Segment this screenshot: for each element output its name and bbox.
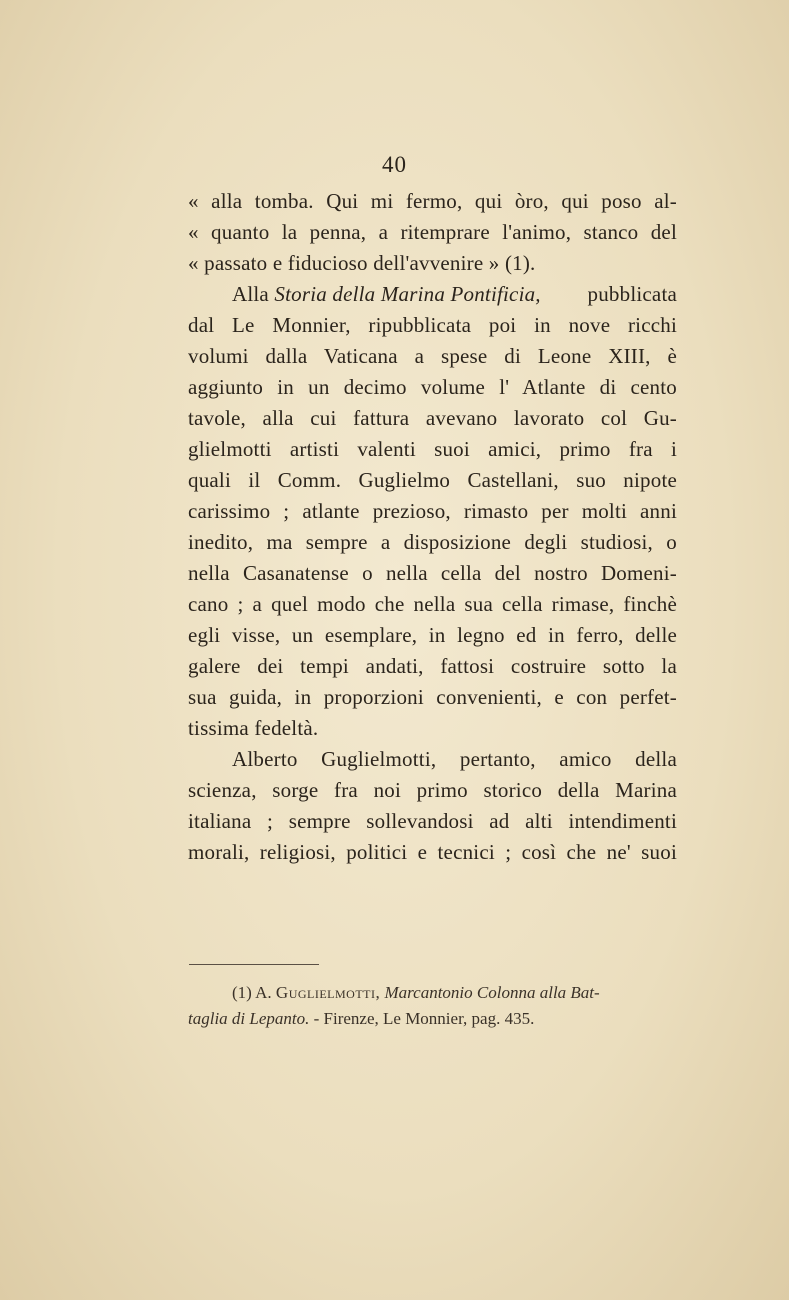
text-line-5: dal Le Monnier, ripubblicata poi in nove ricchi [188, 313, 677, 337]
footnote-divider [189, 964, 319, 965]
text-line-16: galere dei tempi andati, fattosi costruire sotto la [188, 654, 677, 678]
body-text [188, 186, 677, 868]
footnote-line-1 [188, 980, 677, 1006]
text-line-6: volumi dalla Vaticana a spese di Leone XIII, è [188, 344, 677, 368]
footnote [188, 980, 677, 1032]
text-line-13: nella Casanatense o nella cella del nostro Domeni- [188, 561, 677, 585]
text-line-3: « passato e fiducioso dell'avvenire » (1). [188, 251, 536, 275]
text-line-10: quali il Comm. Guglielmo Castellani, suo nipote [188, 468, 677, 492]
text-line-14: cano ; a quel modo che nella sua cella rimase, finchè [188, 592, 677, 616]
text-line-2: « quanto la penna, a ritemprare l'animo, stanco del [188, 220, 677, 244]
text-line-21: italiana ; sempre sollevandosi ad alti intendimenti [188, 809, 677, 833]
text-line-15: egli visse, un esemplare, in legno ed in ferro, delle [188, 623, 677, 647]
footnote-marker: (1) A. [232, 983, 276, 1002]
text-line-9: glielmotti artisti valenti suoi amici, primo fra i [188, 437, 677, 461]
text-line-18: tissima fedeltà. [188, 716, 319, 740]
text-line-20: scienza, sorge fra noi primo storico della Marina [188, 778, 677, 802]
text-line-17: sua guida, in proporzioni convenienti, e con perfet- [188, 685, 677, 709]
text-line-8: tavole, alla cui fattura avevano lavorato col Gu- [188, 406, 677, 430]
text-line-7: aggiunto in un decimo volume l' Atlante di cento [188, 375, 677, 399]
page-number: 40 [382, 152, 407, 177]
text-line-4-start: Alla [232, 282, 275, 306]
italic-title-storia: Storia della Marina Pontificia, [274, 282, 541, 306]
footnote-title-b: taglia di Lepanto. [188, 1009, 310, 1028]
text-line-4 [188, 279, 677, 310]
text-line-4-end: pubblicata [540, 282, 677, 306]
text-line-11: carissimo ; atlante prezioso, rimasto per molti anni [188, 499, 677, 523]
text-line-1: « alla tomba. Qui mi fermo, qui òro, qui poso al- [188, 189, 677, 213]
footnote-author: Guglielmotti, [275, 983, 381, 1002]
text-line-22: morali, religiosi, politici e tecnici ; così che ne' suoi [188, 840, 677, 864]
footnote-line-2 [188, 1006, 677, 1032]
text-line-12: inedito, ma sempre a disposizione degli studiosi, o [188, 530, 677, 554]
footnote-title-a: Marcantonio Colonna alla Bat- [384, 983, 600, 1002]
footnote-publisher: - Firenze, Le Monnier, pag. 435. [309, 1009, 535, 1028]
text-line-19: Alberto Guglielmotti, pertanto, amico della [232, 747, 677, 771]
